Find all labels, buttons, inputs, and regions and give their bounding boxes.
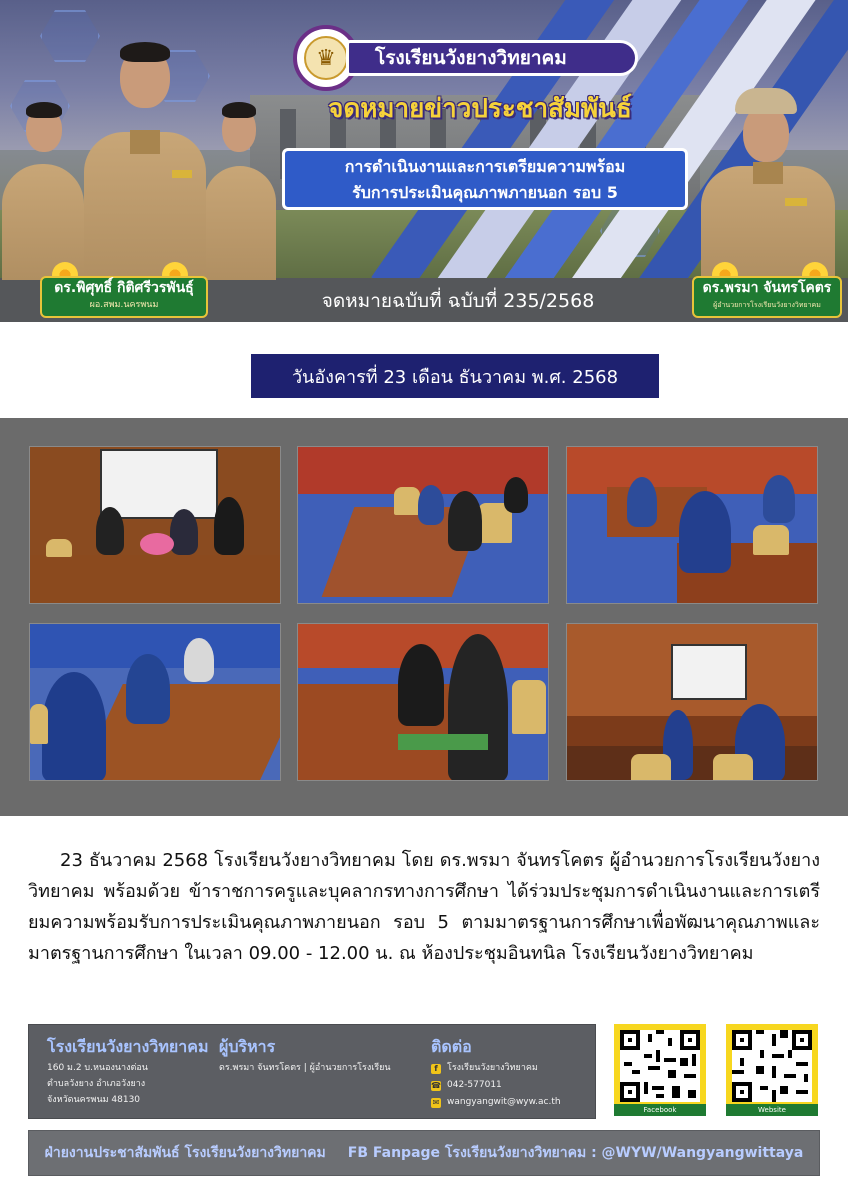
event-date: วันอังคารที่ 23 เดือน ธันวาคม พ.ศ. 2568 [291,366,619,388]
phone-icon: ☎ [431,1080,441,1090]
date-bar [251,354,659,398]
event-photo-1 [29,446,281,604]
article-body: 23 ธันวาคม 2568 โรงเรียนวังยางวิทยาคม โดย ดร.พรมา จันทรโคตร ผู้อำนวยการโรงเรียนวังยางวิทยาคม พร้อมด้วย ข้าราชการครูและบุคลากรทางการศึกษา ได้ร่วมประชุมการดำเนินงานและการเตรียมความพร้อมรับการประเมินคุณภาพภายนอก รอบ 5 ตามมาตรฐานการศึกษาเพื่อพัฒนาคุณภาพและมาตรฐานการศึกษา ในเวลา 09.00 - 12.00 น. ณ ห้องประชุมอินทนิล โรงเรียนวังยางวิทยาคม [28,850,820,964]
footer-bar [28,1130,820,1176]
contact-column [431,1035,561,1111]
qr-code-icon [732,1030,812,1102]
event-photo-3 [566,446,818,604]
event-photo-4 [29,623,281,781]
phone-row[interactable] [431,1077,561,1094]
facebook-text: โรงเรียนวังยางวิทยาคม [447,1063,538,1073]
right-person-role: ผู้อำนวยการโรงเรียนวังยางวิทยาคม [713,301,821,309]
facebook-qr-caption: Facebook [614,1104,706,1116]
staff-photo-left-3 [200,100,280,280]
staff-photo-left-1 [0,100,90,280]
admin-text: ดร.พรมา จันทรโคตร | ผู้อำนวยการโรงเรียน [219,1063,391,1073]
school-name-pill [346,40,638,76]
left-person-name-tag [40,276,208,318]
event-photo-6 [566,623,818,781]
school-info-column [47,1035,208,1108]
footer-department: ฝ่ายงานประชาสัมพันธ์ โรงเรียนวังยางวิทยาคม [44,1145,326,1161]
email-icon: ✉ [432,1097,440,1107]
right-person-name: ดร.พรมา จันทรโคตร [702,280,832,296]
event-photo-5 [297,623,549,781]
left-person-name: ดร.พิศุทธิ์ กิติศรีวรพันธุ์ [54,280,194,296]
header-banner [0,0,848,322]
newsletter-title: จดหมายข่าวประชาสัมพันธ์ [328,94,632,124]
email-row[interactable] [431,1094,561,1111]
event-subtitle [282,148,688,210]
school-name: โรงเรียนวังยางวิทยาคม [375,47,567,69]
facebook-icon: f [431,1064,441,1074]
contact-box [28,1024,596,1119]
footer-fanpage[interactable]: FB Fanpage โรงเรียนวังยางวิทยาคม : @WYW/Wangyangwittaya [347,1145,804,1161]
event-photo-2 [297,446,549,604]
facebook-row[interactable] [431,1060,561,1077]
school-heading: โรงเรียนวังยางวิทยาคม [47,1037,209,1056]
letter-number: จดหมายฉบับที่ ฉบับที่ 235/2568 [321,290,595,312]
school-emblem-icon: ♛ [304,36,348,80]
subtitle-line-2: รับการประเมินคุณภาพภายนอก รอบ 5 [352,183,618,202]
address-line-2: ตำบลวังยาง อำเภอวังยาง [47,1079,146,1089]
qr-code-icon [620,1030,700,1102]
address-line-1: 160 ม.2 บ.หนองนางต่อน [47,1063,148,1073]
director-photo-left [80,40,210,280]
website-qr[interactable] [726,1024,818,1116]
contact-heading: ติดต่อ [431,1037,472,1056]
phone-text: 042-577011 [447,1080,502,1090]
email-text: wangyangwit@wyw.ac.th [447,1097,561,1107]
facebook-qr[interactable] [614,1024,706,1116]
left-person-role: ผอ.สพม.นครพนม [89,300,159,310]
director-photo-right [695,86,840,278]
address-line-3: จังหวัดนครพนม 48130 [47,1095,141,1105]
photo-gallery [0,418,848,816]
right-person-name-tag [692,276,842,318]
website-qr-caption: Website [726,1104,818,1116]
admin-heading: ผู้บริหาร [219,1037,276,1056]
admin-column [219,1035,391,1076]
subtitle-line-1: การดำเนินงานและการเตรียมความพร้อม [344,157,626,176]
